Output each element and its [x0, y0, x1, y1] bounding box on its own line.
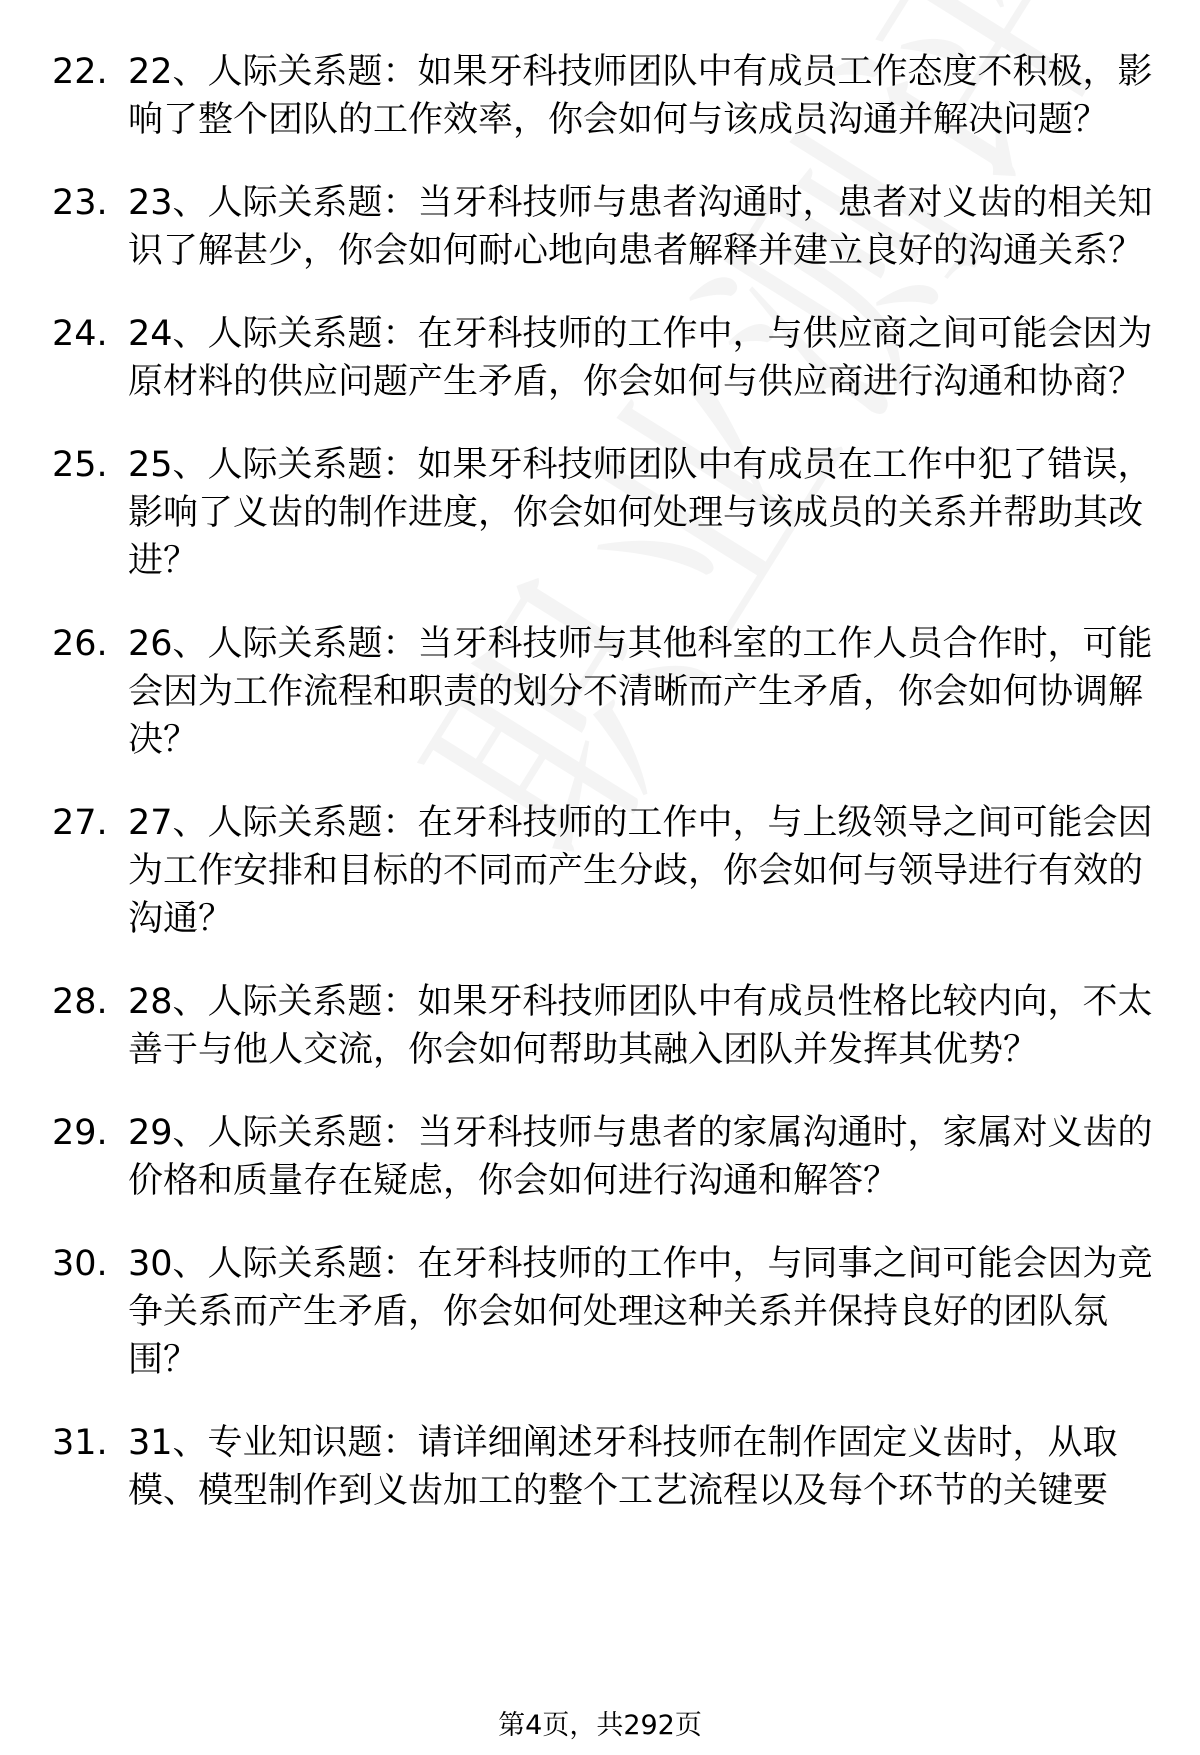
question-number: 22.: [52, 52, 108, 92]
question-text: 29、人际关系题：当牙科技师与患者的家属沟通时，家属对义齿的价格和质量存在疑虑，你会如何进行沟通和解答？: [128, 1113, 1153, 1201]
question-item: [52, 48, 1162, 144]
question-number: 24.: [52, 314, 108, 354]
question-item: [52, 1109, 1162, 1205]
question-number: 27.: [52, 803, 108, 843]
question-item: [52, 978, 1162, 1074]
question-text: 26、人际关系题：当牙科技师与其他科室的工作人员合作时，可能会因为工作流程和职责的划分不清晰而产生矛盾，你会如何协调解决？: [128, 624, 1153, 760]
question-number: 29.: [52, 1113, 108, 1153]
question-item: [52, 620, 1162, 764]
question-text: 24、人际关系题：在牙科技师的工作中，与供应商之间可能会因为原材料的供应问题产生矛盾，你会如何与供应商进行沟通和协商？: [128, 314, 1153, 402]
question-text: 23、人际关系题：当牙科技师与患者沟通时，患者对义齿的相关知识了解甚少，你会如何耐心地向患者解释并建立良好的沟通关系？: [128, 183, 1153, 271]
question-item: [52, 179, 1162, 275]
question-number: 31.: [52, 1423, 108, 1463]
question-item: [52, 799, 1162, 943]
question-item: [52, 1240, 1162, 1384]
question-text: 28、人际关系题：如果牙科技师团队中有成员性格比较内向，不太善于与他人交流，你会如何帮助其融入团队并发挥其优势？: [128, 982, 1153, 1070]
question-item: [52, 1419, 1162, 1515]
question-number: 25.: [52, 445, 108, 485]
question-text: 25、人际关系题：如果牙科技师团队中有成员在工作中犯了错误，影响了义齿的制作进度，你会如何处理与该成员的关系并帮助其改进？: [128, 445, 1153, 581]
question-number: 30.: [52, 1244, 108, 1284]
question-number: 23.: [52, 183, 108, 223]
question-text: 31、专业知识题：请详细阐述牙科技师在制作固定义齿时，从取模、模型制作到义齿加工的整个工艺流程以及每个环节的关键要: [128, 1423, 1118, 1511]
question-text: 22、人际关系题：如果牙科技师团队中有成员工作态度不积极，影响了整个团队的工作效率，你会如何与该成员沟通并解决问题？: [128, 52, 1153, 140]
question-item: [52, 441, 1162, 585]
question-text: 27、人际关系题：在牙科技师的工作中，与上级领导之间可能会因为工作安排和目标的不同而产生分歧，你会如何与领导进行有效的沟通？: [128, 803, 1153, 939]
page-footer: 第4页，共292页: [498, 1710, 702, 1741]
question-text: 30、人际关系题：在牙科技师的工作中，与同事之间可能会因为竞争关系而产生矛盾，你会如何处理这种关系并保持良好的团队氛围？: [128, 1244, 1153, 1380]
question-number: 26.: [52, 624, 108, 664]
question-list: [52, 48, 1162, 1550]
question-number: 28.: [52, 982, 108, 1022]
question-item: [52, 310, 1162, 406]
